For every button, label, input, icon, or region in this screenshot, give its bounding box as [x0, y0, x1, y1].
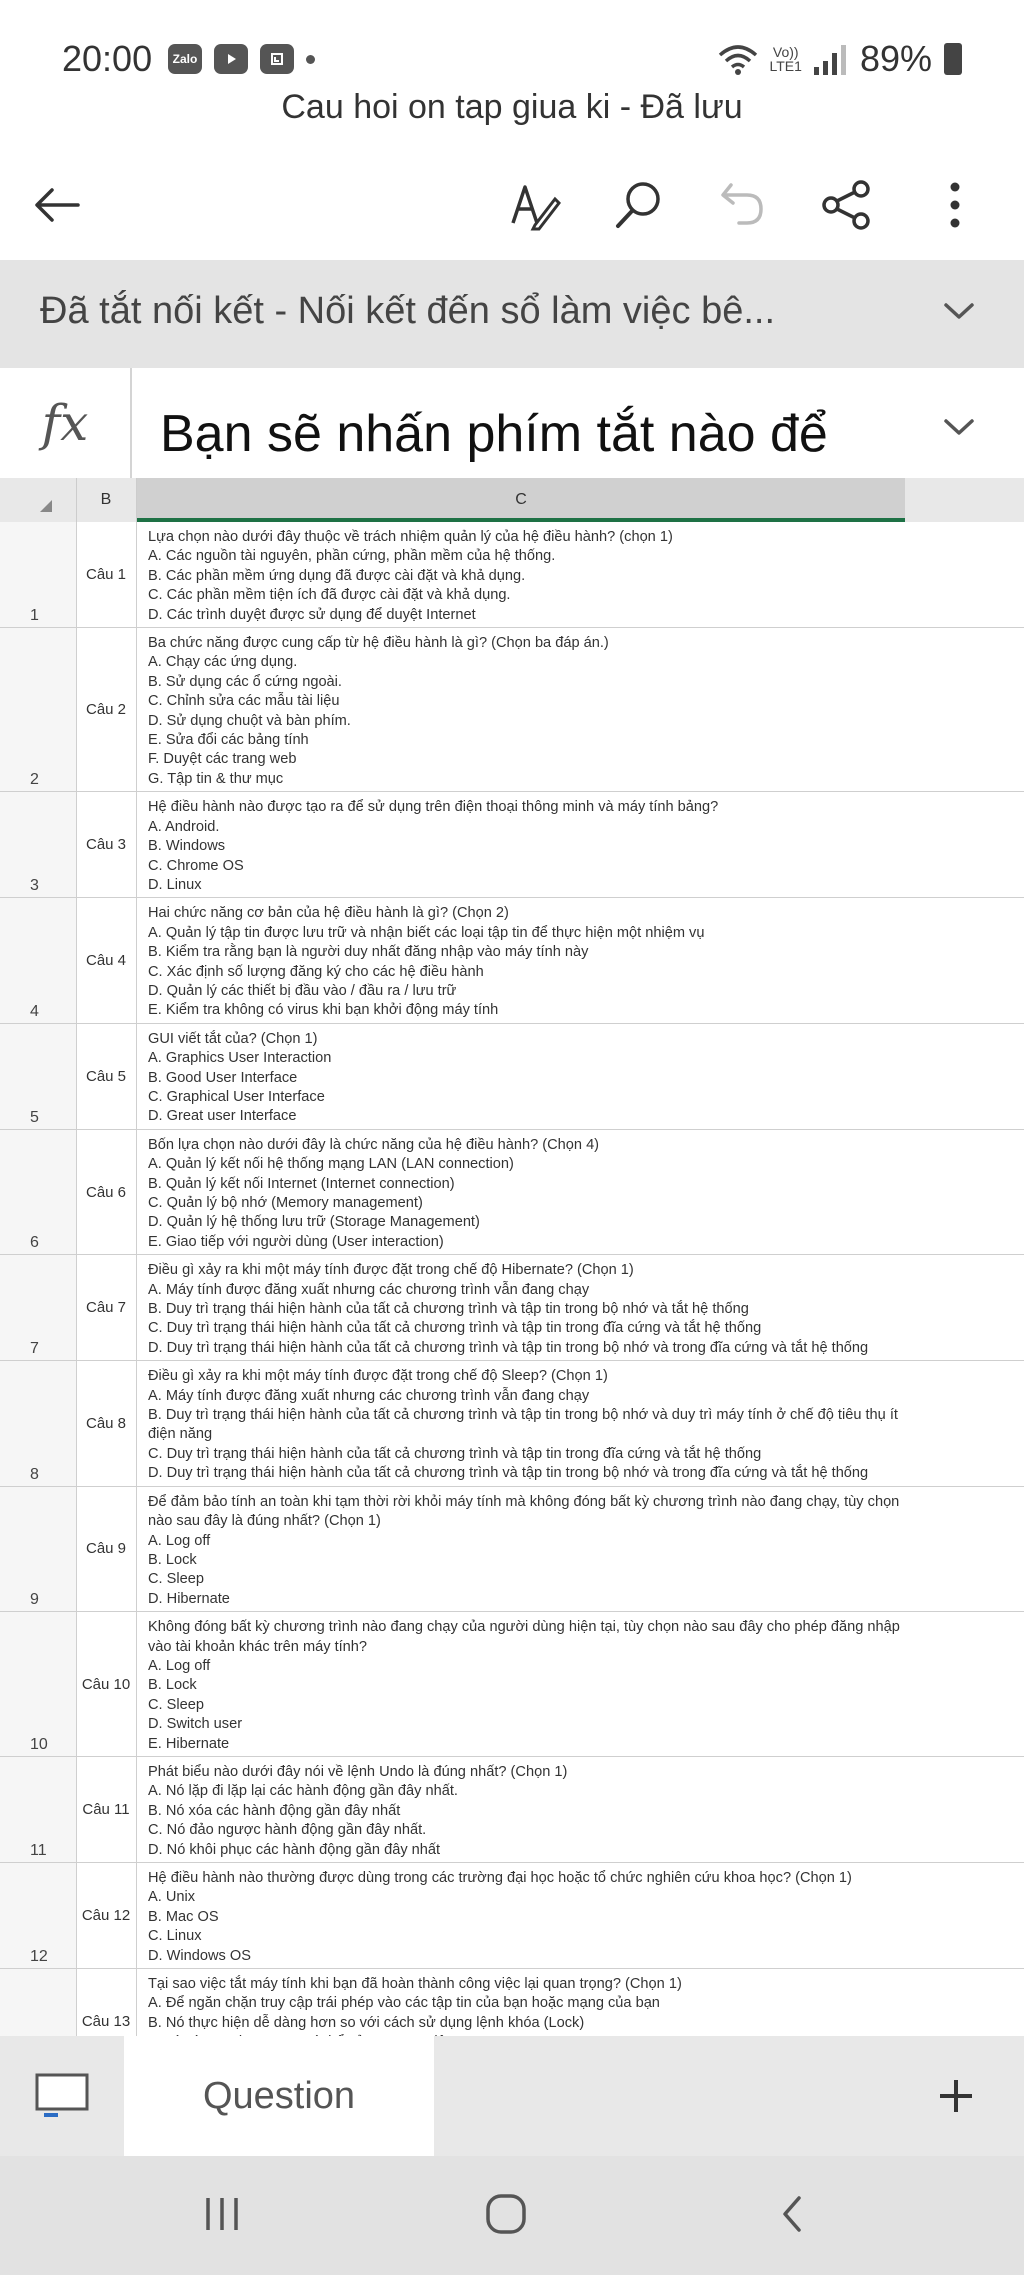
- option-line: C. Linux: [148, 1928, 202, 1945]
- cell-question-label[interactable]: Câu 13: [76, 1969, 137, 2036]
- row-number: 6: [30, 1234, 39, 1252]
- cell-question-text[interactable]: [148, 1130, 908, 1254]
- cell-question-label[interactable]: Câu 8: [76, 1361, 137, 1485]
- function-button[interactable]: fx: [0, 368, 132, 478]
- cell-question-text[interactable]: [148, 1863, 908, 1968]
- option-line: A. Android.: [148, 818, 220, 835]
- option-line: D. Nó khôi phục các hành động gần đây nhất: [148, 1841, 441, 1858]
- back-button[interactable]: [22, 170, 92, 240]
- wifi-icon: [718, 43, 758, 75]
- option-line: D. Duy trì trạng thái hiện hành của tất cả chương trình và tập tin trong bộ nhớ và trong đĩa cứng và tắt hệ thống: [148, 1465, 869, 1482]
- notification-icons: [168, 44, 315, 74]
- row-number: 2: [30, 771, 39, 789]
- system-back-button[interactable]: [762, 2184, 822, 2244]
- option-line: B. Windows: [148, 838, 226, 855]
- option-line: A. Quản lý tập tin được lưu trữ và nhận biết các loại tập tin để thực hiện một nhiệm vụ: [148, 924, 705, 941]
- cell-question-label[interactable]: Câu 5: [76, 1024, 137, 1129]
- cell-question-label[interactable]: Câu 3: [76, 792, 137, 897]
- banner-expand-button[interactable]: [934, 286, 984, 341]
- table-row[interactable]: [0, 1361, 1024, 1486]
- cell-question-label[interactable]: Câu 12: [76, 1863, 137, 1968]
- more-vertical-icon: [945, 179, 965, 231]
- row-number: 12: [30, 1948, 48, 1966]
- row-number: 8: [30, 1465, 39, 1483]
- column-header-b[interactable]: B: [76, 478, 137, 522]
- option-line: B. Duy trì trạng thái hiện hành của tất cả chương trình và tập tin trong bộ nhớ và duy trì máy tính ở chế độ tiêu thụ ít điện năng: [148, 1407, 898, 1443]
- question-line: Điều gì xảy ra khi một máy tính được đặt trong chế độ Hibernate? (Chọn 1): [148, 1262, 634, 1279]
- option-line: C. Quản lý bộ nhớ (Memory management): [148, 1195, 423, 1211]
- option-line: A. Unix: [148, 1889, 196, 1906]
- option-line: D. Great user Interface: [148, 1108, 297, 1125]
- option-line: C. Sleep: [148, 1571, 204, 1588]
- row-number: 11: [30, 1842, 47, 1859]
- table-row[interactable]: [0, 522, 1024, 628]
- cell-question-text[interactable]: [148, 628, 908, 791]
- add-sheet-button[interactable]: [918, 2058, 994, 2134]
- undo-icon: [717, 179, 769, 231]
- question-line: Điều gì xảy ra khi một máy tính được đặt trong chế độ Sleep? (Chọn 1): [148, 1368, 608, 1385]
- option-line: E. Hibernate: [148, 1735, 230, 1752]
- row-number: 3: [30, 877, 39, 895]
- option-line: C. Chrome OS: [148, 857, 244, 874]
- sheet-list-icon: [34, 2072, 90, 2120]
- option-line: C. Nó đảo ngược hành động gần đây nhất.: [148, 1822, 427, 1839]
- option-line: C. Sleep: [148, 1696, 204, 1713]
- sheet-tab-bar: [0, 2036, 1024, 2156]
- question-line: Hai chức năng cơ bản của hệ điều hành là gì? (Chọn 2): [148, 905, 509, 922]
- table-row[interactable]: [0, 1969, 1024, 2036]
- option-line: B. Các phần mềm ứng dụng đã được cài đặt và khả dụng.: [148, 567, 526, 584]
- plus-icon: [936, 2076, 976, 2116]
- volte-label: Vo)) LTE1: [769, 44, 802, 74]
- option-line: C. Duy trì trạng thái hiện hành của tất cả chương trình và tập tin trong đĩa cứng và tắt hệ thống: [148, 1320, 762, 1337]
- question-line: GUI viết tắt của? (Chọn 1): [148, 1030, 318, 1047]
- cell-question-text[interactable]: [148, 1487, 908, 1611]
- table-row[interactable]: [0, 1130, 1024, 1255]
- option-line: C. Graphical User Interface: [148, 1088, 325, 1105]
- toolbar: [0, 148, 1024, 260]
- more-options-button[interactable]: [920, 170, 990, 240]
- column-header-c[interactable]: C: [137, 478, 905, 522]
- option-line: D. Quản lý hệ thống lưu trữ (Storage Management): [148, 1214, 480, 1231]
- option-line: B. Lock: [148, 1551, 197, 1568]
- row-header[interactable]: [0, 1757, 77, 1862]
- option-line: B. Mac OS: [148, 1908, 219, 1925]
- table-row[interactable]: [0, 792, 1024, 898]
- home-button[interactable]: [476, 2184, 536, 2244]
- row-header[interactable]: [0, 1612, 77, 1756]
- system-nav-bar: [0, 2156, 1024, 2275]
- chevron-down-icon: [934, 402, 984, 452]
- recent-apps-icon: [202, 2196, 242, 2232]
- option-line: A. Quản lý kết nối hệ thống mạng LAN (LAN connection): [148, 1156, 514, 1173]
- option-line: D. Các trình duyệt được sử dụng để duyệt Internet: [148, 606, 476, 623]
- option-line: D. Linux: [148, 876, 202, 893]
- table-row[interactable]: [0, 1487, 1024, 1612]
- row-header[interactable]: [0, 628, 77, 791]
- row-header[interactable]: [0, 1487, 77, 1611]
- cell-question-text[interactable]: [148, 1361, 908, 1485]
- row-header[interactable]: [0, 898, 77, 1022]
- cell-question-text[interactable]: [148, 1255, 908, 1360]
- option-line: A. Nó lặp đi lặp lại các hành động gần đây nhất.: [148, 1783, 458, 1800]
- row-header[interactable]: [0, 792, 77, 897]
- formula-bar: [0, 368, 1024, 480]
- question-line: Không đóng bất kỳ chương trình nào đang chạy của người dùng hiện tại, tùy chọn nào sau đây cho phép đăng nhập vào tài khoản khác trên máy tính?: [148, 1619, 900, 1655]
- table-row[interactable]: [0, 1757, 1024, 1863]
- row-number: 10: [30, 1735, 48, 1753]
- table-row[interactable]: [0, 898, 1024, 1023]
- row-header[interactable]: [0, 1130, 77, 1254]
- cell-question-text[interactable]: [148, 1612, 908, 1756]
- cell-question-label[interactable]: Câu 9: [76, 1487, 137, 1611]
- cell-question-text[interactable]: [148, 1024, 908, 1129]
- cell-question-label[interactable]: Câu 11: [76, 1757, 137, 1862]
- option-line: G. Tập tin & thư mục: [148, 770, 284, 787]
- option-line: A. Máy tính được đăng xuất nhưng các chương trình vẫn đang chạy: [148, 1387, 590, 1404]
- formula-input[interactable]: Bạn sẽ nhấn phím tắt nào để: [160, 405, 828, 463]
- option-line: B. Good User Interface: [148, 1069, 298, 1086]
- signal-icon: [814, 43, 848, 75]
- share-icon: [821, 179, 873, 231]
- option-line: D. Hibernate: [148, 1590, 230, 1607]
- cell-question-label[interactable]: Câu 7: [76, 1255, 137, 1360]
- option-line: B. Sử dụng các ổ cứng ngoài.: [148, 673, 342, 690]
- question-line: Ba chức năng được cung cấp từ hệ điều hành là gì? (Chọn ba đáp án.): [148, 635, 609, 652]
- option-line: B. Nó xóa các hành động gần đây nhất: [148, 1802, 401, 1819]
- option-line: E. Kiểm tra không có virus khi bạn khởi động máy tính: [148, 1002, 499, 1019]
- option-line: E. Giao tiếp với người dùng (User interaction): [148, 1233, 444, 1250]
- cell-question-label[interactable]: Câu 2: [76, 628, 137, 791]
- option-line: A. Graphics User Interaction: [148, 1050, 332, 1067]
- table-row[interactable]: [0, 1255, 1024, 1361]
- question-line: Hệ điều hành nào được tạo ra để sử dụng trên điện thoại thông minh và máy tính bảng?: [148, 799, 719, 816]
- cell-question-label[interactable]: Câu 6: [76, 1130, 137, 1254]
- row-number: 9: [30, 1591, 39, 1609]
- row-header[interactable]: [0, 522, 77, 627]
- undo-button[interactable]: [708, 170, 778, 240]
- option-line: B. Quản lý kết nối Internet (Internet connection): [148, 1175, 455, 1192]
- question-line: Lựa chọn nào dưới đây thuộc về trách nhiệm quản lý của hệ điều hành? (chọn 1): [148, 529, 673, 545]
- row-number: 5: [30, 1108, 39, 1126]
- sheet-list-button[interactable]: [0, 2036, 124, 2156]
- pen-text-icon: [509, 179, 561, 231]
- option-line: E. Sửa đổi các bảng tính: [148, 732, 309, 749]
- table-row[interactable]: [0, 628, 1024, 792]
- share-button[interactable]: [812, 170, 882, 240]
- option-line: B. Duy trì trạng thái hiện hành của tất cả chương trình và tập tin trong bộ nhớ và tắt hệ thống: [148, 1301, 749, 1318]
- row-header[interactable]: [0, 1255, 77, 1360]
- search-icon: [613, 179, 665, 231]
- question-line: Tại sao việc tắt máy tính khi bạn đã hoàn thành công việc lại quan trọng? (Chọn 1): [148, 1976, 682, 1993]
- option-line: B. Lock: [148, 1677, 197, 1694]
- option-line: C. Chỉnh sửa các mẫu tài liệu: [148, 693, 340, 710]
- status-time: 20:00: [62, 38, 153, 79]
- table-row[interactable]: [0, 1612, 1024, 1757]
- app-icon: [260, 44, 294, 74]
- option-line: D. Duy trì trạng thái hiện hành của tất cả chương trình và tập tin trong bộ nhớ và trong đĩa cứng và tắt hệ thống: [148, 1339, 869, 1356]
- cell-question-text[interactable]: [148, 1969, 908, 2036]
- cell-question-text[interactable]: [148, 1757, 908, 1862]
- row-number: 1: [30, 607, 39, 625]
- option-line: C. Duy trì trạng thái hiện hành của tất cả chương trình và tập tin trong đĩa cứng và tắt hệ thống: [148, 1445, 762, 1462]
- option-line: A. Để ngăn chặn truy cập trái phép vào các tập tin của bạn hoặc mạng của bạn: [148, 1995, 660, 2012]
- table-row[interactable]: [0, 1863, 1024, 1969]
- option-line: A. Log off: [148, 1532, 211, 1549]
- cell-question-text[interactable]: [148, 898, 908, 1022]
- search-button[interactable]: [604, 170, 674, 240]
- row-header[interactable]: [0, 1863, 77, 1968]
- cell-question-label[interactable]: Câu 10: [76, 1612, 137, 1756]
- dot-icon: [306, 55, 315, 64]
- option-line: A. Chạy các ứng dụng.: [148, 654, 298, 671]
- option-line: F. Duyệt các trang web: [148, 751, 297, 768]
- spreadsheet-grid[interactable]: [0, 522, 1024, 2036]
- row-header[interactable]: [0, 1969, 77, 2036]
- battery-icon: [944, 43, 962, 75]
- connection-banner[interactable]: [0, 260, 1024, 368]
- table-row[interactable]: [0, 1024, 1024, 1130]
- option-line: A. Máy tính được đăng xuất nhưng các chương trình vẫn đang chạy: [148, 1281, 590, 1298]
- formula-expand-button[interactable]: [934, 402, 984, 457]
- question-line: Bốn lựa chọn nào dưới đây là chức năng của hệ điều hành? (Chọn 4): [148, 1136, 600, 1153]
- row-number: 7: [30, 1340, 39, 1358]
- question-line: Phát biểu nào dưới đây nói về lệnh Undo là đúng nhất? (Chọn 1): [148, 1763, 568, 1780]
- option-line: C. Các phần mềm tiện ích đã được cài đặt và khả dụng.: [148, 587, 511, 604]
- option-line: D. Quản lý các thiết bị đầu vào / đầu ra / lưu trữ: [148, 982, 457, 999]
- cell-question-text[interactable]: [148, 522, 908, 627]
- option-line: D. Switch user: [148, 1716, 243, 1733]
- battery-percent: 89%: [859, 38, 932, 79]
- column-header-row: [0, 478, 1024, 523]
- option-line: C. Xác định số lượng đăng ký cho các hệ điều hành: [148, 963, 484, 980]
- select-all-button[interactable]: [0, 478, 77, 522]
- edit-text-button[interactable]: [500, 170, 570, 240]
- option-line: D. Windows OS: [148, 1947, 251, 1964]
- option-line: A. Log off: [148, 1657, 211, 1674]
- option-line: B. Nó thực hiện dễ dàng hơn so với cách sử dụng lệnh khóa (Lock): [148, 2014, 585, 2031]
- sheet-tab-question[interactable]: Question: [124, 2036, 434, 2156]
- home-icon: [484, 2192, 528, 2236]
- zalo-icon: Zalo: [168, 44, 202, 74]
- option-line: A. Các nguồn tài nguyên, phần cứng, phần mềm của hệ thống.: [148, 548, 556, 565]
- banner-text: Đã tắt nối kết - Nối kết đến sổ làm việc bê...: [40, 290, 776, 332]
- cell-question-label[interactable]: Câu 4: [76, 898, 137, 1022]
- arrow-left-icon: [32, 185, 82, 225]
- document-title: Cau hoi on tap giua ki - Đã lưu: [281, 88, 743, 126]
- cell-question-text[interactable]: [148, 792, 908, 897]
- chevron-left-icon: [777, 2194, 807, 2234]
- row-header[interactable]: [0, 1024, 77, 1129]
- question-line: Hệ điều hành nào thường được dùng trong các trường đại học hoặc tổ chức nghiên cứu khoa học? (Chọn 1): [148, 1870, 852, 1886]
- chevron-down-icon: [934, 286, 984, 336]
- row-header[interactable]: [0, 1361, 77, 1485]
- row-number: 4: [30, 1002, 39, 1020]
- status-right: [718, 38, 963, 80]
- option-line: D. Sử dụng chuột và bàn phím.: [148, 712, 351, 729]
- select-all-icon: [40, 500, 52, 512]
- option-line: B. Kiểm tra rằng bạn là người duy nhất đăng nhập vào máy tính này: [148, 944, 589, 961]
- cell-question-label[interactable]: Câu 1: [76, 522, 137, 627]
- recent-apps-button[interactable]: [192, 2184, 252, 2244]
- question-line: Để đảm bảo tính an toàn khi tạm thời rời khỏi máy tính mà không đóng bất kỳ chương trình nào đang chạy, tùy chọn nào sau đây là đúng nhất? (Chọn 1): [148, 1493, 900, 1530]
- youtube-icon: [214, 44, 248, 74]
